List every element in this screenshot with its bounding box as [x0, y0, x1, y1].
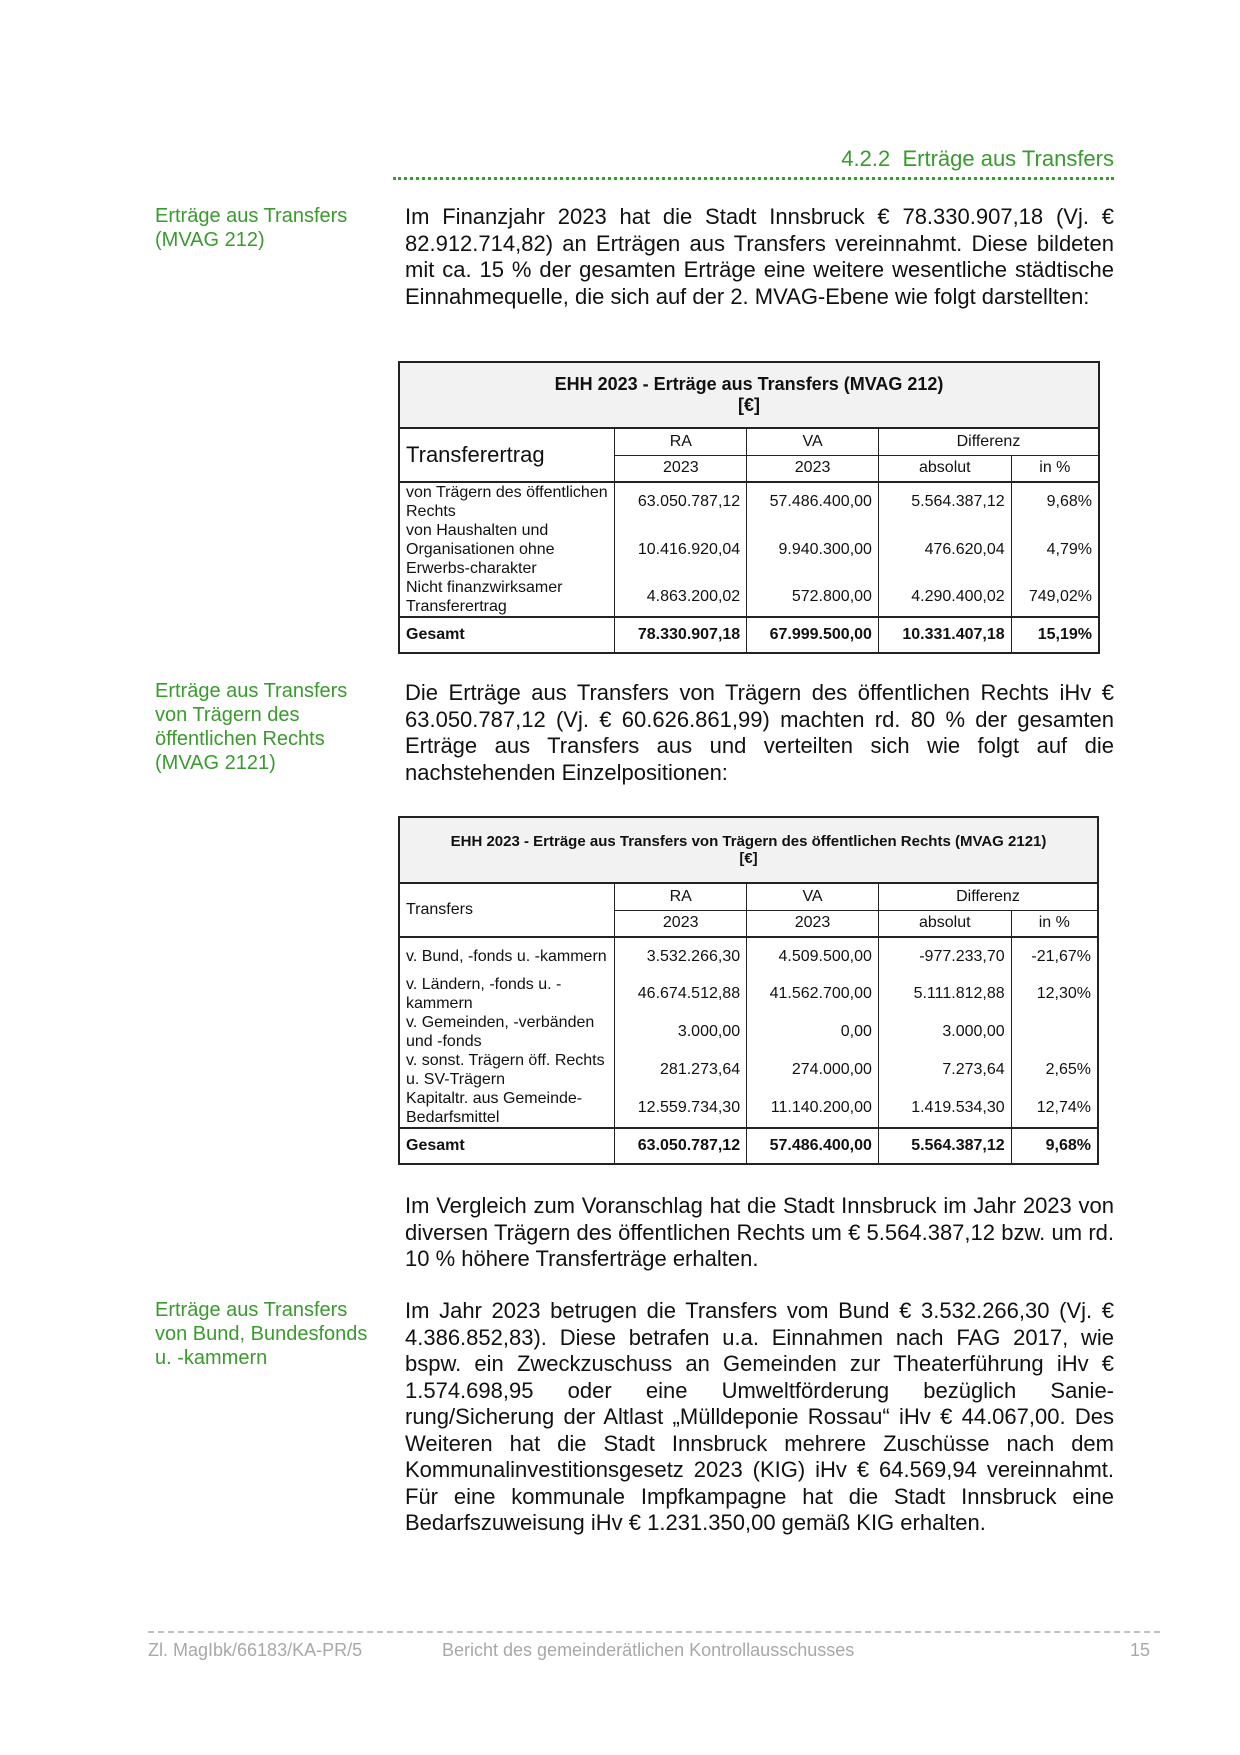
row-label: von Trägern des öffentlichen Rechts: [399, 482, 615, 521]
row-header-cell: Transfers: [399, 883, 615, 937]
cell-pct: 12,74%: [1011, 1089, 1098, 1128]
total-ra: 63.050.787,12: [615, 1128, 747, 1164]
table-total-row: [399, 617, 1099, 653]
row-label: Nicht finanzwirksamer Transferertrag: [399, 578, 615, 617]
col-header-differenz: Differenz: [878, 428, 1099, 455]
cell-ra: 281.273,64: [615, 1051, 747, 1089]
margin-note-mvag-212: Erträge aus Transfers (MVAG 212): [155, 205, 348, 251]
col-header-va: VA: [747, 883, 879, 910]
cell-abs: -977.233,70: [878, 937, 1011, 975]
col-header-absolut: absolut: [878, 455, 1011, 482]
cell-ra: 4.863.200,02: [615, 578, 747, 617]
section-number: 4.2.2: [841, 146, 891, 171]
table-row: [399, 1051, 1098, 1089]
table-mvag-2121: [398, 816, 1099, 1165]
cell-abs: 3.000,00: [878, 1013, 1011, 1051]
row-label: von Haushalten und Organisationen ohne Erwerbs-charakter: [399, 521, 615, 578]
row-label: v. Ländern, -fonds u. -kammern: [399, 975, 615, 1013]
cell-pct: 9,68%: [1011, 482, 1099, 521]
table-caption: [399, 362, 1099, 428]
paragraph-bund: Im Jahr 2023 betrugen die Transfers vom Bund € 3.532.266,30 (Vj. € 4.386.852,83). Diese betrafen u.a. Einnahmen nach FAG 2017, wie bspw. ein Zweckzuschuss an Gemeinden zur Theaterführung iHv € 1.574.698,95 oder eine Umweltförderung bezüglich Sanie-rung/Sicherung der Altlast „Mülldeponie Rossau“ iHv € 44.067,00. Des Weiteren hat die Stadt Innsbruck mehrere Zuschüsse nach dem Kommunalinvestitionsgesetz 2023 (KIG) iHv € 64.569,94 vereinnahmt. Für eine kommunale Impfkampagne hat die Stadt Innsbruck eine Bedarfszuweisung iHv € 1.231.350,00 gemäß KIG erhalten.: [405, 1298, 1114, 1535]
margin-note-mvag-2121: Erträge aus Transfers von Trägern des öffentlichen Rechts (MVAG 2121): [155, 680, 348, 774]
total-ra: 78.330.907,18: [615, 617, 747, 653]
col-header-differenz: Differenz: [878, 883, 1098, 910]
footer-divider: [148, 1631, 1160, 1633]
row-label: Kapitaltr. aus Gemeinde-Bedarfsmittel: [399, 1089, 615, 1128]
table-mvag-212: [398, 361, 1100, 654]
cell-abs: 476.620,04: [878, 521, 1011, 578]
total-va: 57.486.400,00: [747, 1128, 879, 1164]
cell-abs: 5.111.812,88: [878, 975, 1011, 1013]
cell-pct: -21,67%: [1011, 937, 1098, 975]
total-pct: 15,19%: [1011, 617, 1099, 653]
col-header-ra-year: 2023: [615, 455, 747, 482]
paragraph-intro: Im Finanzjahr 2023 hat die Stadt Innsbruck € 78.330.907,18 (Vj. € 82.912.714,82) an Erträgen aus Transfers vereinnahmt. Diese bildeten mit ca. 15 % der gesamten Erträge eine weitere wesentliche städtische Einnahmequelle, die sich auf der 2. MVAG-Ebene wie folgt darstellten:: [405, 204, 1114, 309]
col-header-va-year: 2023: [747, 455, 879, 482]
cell-abs: 5.564.387,12: [878, 482, 1011, 521]
paragraph-mvag-2121: Die Erträge aus Transfers von Trägern des öffentlichen Rechts iHv € 63.050.787,12 (Vj. € 60.626.861,99) machten rd. 80 % der gesamten Erträge aus Transfers aus und verteilten sich wie folgt auf die nachstehenden Einzelpositionen:: [405, 680, 1114, 785]
cell-pct: 4,79%: [1011, 521, 1099, 578]
row-label: v. Gemeinden, -verbänden und -fonds: [399, 1013, 615, 1051]
total-label: Gesamt: [399, 1128, 615, 1164]
cell-ra: 3.532.266,30: [615, 937, 747, 975]
table-row: [399, 521, 1099, 578]
cell-va: 0,00: [747, 1013, 879, 1051]
total-va: 67.999.500,00: [747, 617, 879, 653]
table-row: [399, 1089, 1098, 1128]
cell-ra: 12.559.734,30: [615, 1089, 747, 1128]
cell-pct: [1011, 1013, 1098, 1051]
table-caption: [399, 817, 1098, 883]
section-heading: [393, 146, 1114, 172]
total-label: Gesamt: [399, 617, 615, 653]
table-total-row: [399, 1128, 1098, 1164]
total-abs: 10.331.407,18: [878, 617, 1011, 653]
paragraph-comparison: Im Vergleich zum Voranschlag hat die Stadt Innsbruck im Jahr 2023 von diversen Trägern des öffentlichen Rechts um € 5.564.387,12 bzw. um rd. 10 % höhere Transferträge erhalten.: [405, 1193, 1114, 1271]
section-divider: [393, 177, 1114, 180]
table-row: [399, 975, 1098, 1013]
cell-pct: 2,65%: [1011, 1051, 1098, 1089]
cell-ra: 46.674.512,88: [615, 975, 747, 1013]
cell-abs: 7.273,64: [878, 1051, 1011, 1089]
section-title: Erträge aus Transfers: [902, 146, 1114, 171]
total-pct: 9,68%: [1011, 1128, 1098, 1164]
cell-ra: 10.416.920,04: [615, 521, 747, 578]
cell-va: 41.562.700,00: [747, 975, 879, 1013]
total-abs: 5.564.387,12: [878, 1128, 1011, 1164]
cell-abs: 1.419.534,30: [878, 1089, 1011, 1128]
page-number: 15: [1130, 1640, 1151, 1660]
cell-pct: 749,02%: [1011, 578, 1099, 617]
cell-va: 11.140.200,00: [747, 1089, 879, 1128]
col-header-va-year: 2023: [747, 910, 879, 937]
row-label: v. sonst. Trägern öff. Rechts u. SV-Trägern: [399, 1051, 615, 1089]
cell-va: 4.509.500,00: [747, 937, 879, 975]
margin-note-bund: Erträge aus Transfers von Bund, Bundesfonds u. -kammern: [155, 1299, 368, 1369]
col-header-ra: RA: [615, 883, 747, 910]
table-title: EHH 2023 - Erträge aus Transfers (MVAG 212): [554, 374, 944, 394]
cell-va: 274.000,00: [747, 1051, 879, 1089]
col-header-ra-year: 2023: [615, 910, 747, 937]
cell-pct: 12,30%: [1011, 975, 1098, 1013]
table-unit: [€]: [738, 395, 760, 415]
cell-abs: 4.290.400,02: [878, 578, 1011, 617]
row-header-cell: Transferertrag: [399, 428, 615, 482]
table-row: [399, 1013, 1098, 1051]
row-label: v. Bund, -fonds u. -kammern: [399, 937, 615, 975]
col-header-percent: in %: [1011, 910, 1098, 937]
table-row: [399, 937, 1098, 975]
footer-reference: Zl. MagIbk/66183/KA-PR/5: [148, 1640, 363, 1660]
col-header-ra: RA: [615, 428, 747, 455]
col-header-absolut: absolut: [878, 910, 1011, 937]
table-row: [399, 482, 1099, 521]
footer-report-title: Bericht des gemeinderätlichen Kontrollausschusses: [442, 1640, 855, 1660]
cell-ra: 3.000,00: [615, 1013, 747, 1051]
col-header-va: VA: [747, 428, 879, 455]
cell-va: 57.486.400,00: [747, 482, 879, 521]
cell-va: 572.800,00: [747, 578, 879, 617]
table-title: EHH 2023 - Erträge aus Transfers von Trägern des öffentlichen Rechts (MVAG 2121): [450, 833, 1047, 850]
col-header-percent: in %: [1011, 455, 1099, 482]
cell-ra: 63.050.787,12: [615, 482, 747, 521]
table-unit: [€]: [739, 850, 758, 867]
table-row: [399, 578, 1099, 617]
cell-va: 9.940.300,00: [747, 521, 879, 578]
